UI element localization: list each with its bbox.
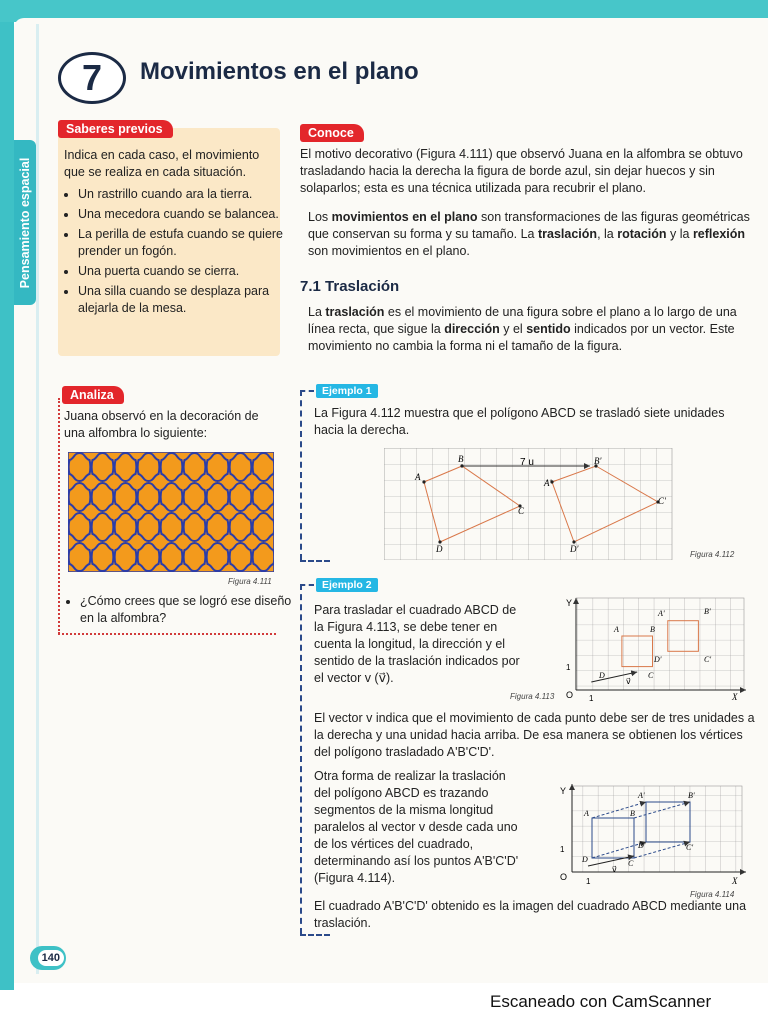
ejemplo1-label: Ejemplo 1 [316,384,378,398]
scanner-watermark: Escaneado con CamScanner [490,992,712,1011]
tick-label: 1 [566,663,571,672]
vector-label: v⃗ [612,865,617,874]
saberes-previos-label: Saberes previos [58,120,173,138]
section-title: 7.1 Traslación [300,278,400,295]
label-point: D [582,855,588,864]
saberes-item: • Una silla cuando se desplaza para alejarla de la mesa. [78,283,296,317]
label-point: C [648,671,654,680]
tick-label: 1 [586,877,591,886]
analiza-question-list [64,593,292,627]
label-point: C' [686,843,694,852]
ejemplo2-paragraph-2: El vector v indica que el movimiento de cada punto debe ser de tres unidades a la derecha y una unidad hacia arriba. De esa manera se obtienen los vértices del polígono trasladado A'B'C'D'. [314,711,755,759]
label-point: D [436,544,443,554]
page-number: 140 [38,950,64,966]
ejemplo2-border-top [300,584,314,586]
label-point: B' [594,456,602,466]
label-point: B [458,454,464,464]
ejemplo2-label: Ejemplo 2 [316,578,378,592]
saberes-item: • Una puerta cuando se cierra. [78,263,296,280]
conoce-paragraph-1: El motivo decorativo (Figura 4.111) que observó Juana en la alfombra se obtuvo trasladando hacia la derecha la figura de borde azul, sin dejar huecos y sin solaparlos; esta es una técnica utilizada para recubrir el plano. [300,147,743,195]
analiza-border-bottom [58,633,276,635]
label-point: D' [570,544,579,554]
label-point: D' [654,655,662,664]
analiza-text: Juana observó en la decoración de una alfombra lo siguiente: [64,409,259,440]
saberes-item: • Un rastrillo cuando ara la tierra. [78,186,296,203]
label-point: B [630,809,635,818]
label-point: B' [704,607,711,616]
unit-title: Movimientos en el plano [140,58,419,85]
analiza-border-left [58,398,60,634]
y-axis-label: Y [566,598,573,608]
tick-label: 1 [560,845,565,854]
ejemplo1-text: La Figura 4.112 muestra que el polígono ABCD se trasladó siete unidades hacia la derecha. [314,406,725,437]
origin-label: O [560,872,568,882]
conoce-label: Conoce [300,124,364,142]
label-point: C [628,859,634,868]
x-axis-label: X [732,692,738,702]
figure-4-113 [562,594,748,706]
y-axis-label: Y [560,786,567,796]
vector-length-label: 7 u [520,457,534,468]
label-point: A [614,625,619,634]
ejemplo1-border-bottom [300,560,330,562]
figure-4-113-caption: Figura 4.113 [510,692,555,701]
label-point: D' [638,841,646,850]
conoce-paragraph-2: Los movimientos en el plano son transformaciones de las figuras geométricas que conservan su forma y su tamaño. La traslación, la rotación y la reflexión son movimientos en el plano. [308,210,750,258]
label-point: B [650,625,655,634]
tick-label: 1 [589,694,594,703]
label-point: D [599,671,605,680]
ejemplo2-text: Para trasladar el cuadrado ABCD de la Figura 4.113, se debe tener en cuenta la longitud, la dirección y el sentido de la traslación indicados por el vector v (v⃗). [314,603,520,685]
ejemplo2-border-left [300,584,302,934]
figure-4-112 [384,448,682,560]
margin-line [36,24,39,974]
label-point: A [415,472,421,482]
figure-4-112-caption: Figura 4.112 [690,550,735,559]
label-point: B' [688,791,695,800]
page-number-badge [30,946,66,970]
origin-label: O [566,690,574,700]
label-point: A [584,809,589,818]
figure-4-114-caption: Figura 4.114 [690,890,735,899]
saberes-intro: Indica en cada caso, el movimiento que se realiza en cada situación. [64,148,260,179]
ejemplo1-border-top [300,390,314,392]
unit-number: 7 [58,52,126,104]
label-point: A' [544,478,552,488]
ejemplo2-border-bottom [300,934,330,936]
label-point: A' [638,791,645,800]
figure-4-114 [552,780,748,890]
side-tab [14,140,36,305]
saberes-item: • La perilla de estufa cuando se quiere prender un fogón. [78,226,296,260]
label-point: A' [658,609,665,618]
ejemplo1-border-left [300,390,302,560]
left-color-band [0,0,14,990]
figure-4-111-caption: Figura 4.111 [228,577,272,586]
analiza-label: Analiza [62,386,124,404]
label-point: C' [704,655,712,664]
label-point: C [518,506,525,516]
x-axis-label: X [732,876,738,886]
label-point: C' [658,496,666,506]
carpet-figure [68,452,274,572]
ejemplo2-paragraph-3: Otra forma de realizar la traslación del polígono ABCD es trazando segmentos de la misma longitud paralelos al vector v desde cada uno de los vértices del cuadrado, determinando así los puntos A'B'C'D' (Figura 4.114). [314,769,519,885]
saberes-item: • Una mecedora cuando se balancea. [78,206,296,223]
ejemplo2-paragraph-4: El cuadrado A'B'C'D' obtenido es la imagen del cuadrado ABCD mediante una traslación. [314,899,747,930]
analiza-question: • ¿Cómo crees que se logró ese diseño en la alfombra? [80,593,292,627]
side-tab-label: Pensamiento espacial [18,157,32,288]
section-paragraph: La traslación es el movimiento de una figura sobre el plano a lo largo de una línea recta, que sigue la dirección y el sentido indicados por un vector. Este movimiento no cambia la forma ni el tamaño de la figura. [308,305,737,353]
saberes-list [62,186,296,320]
vector-label: v⃗ [626,677,631,686]
